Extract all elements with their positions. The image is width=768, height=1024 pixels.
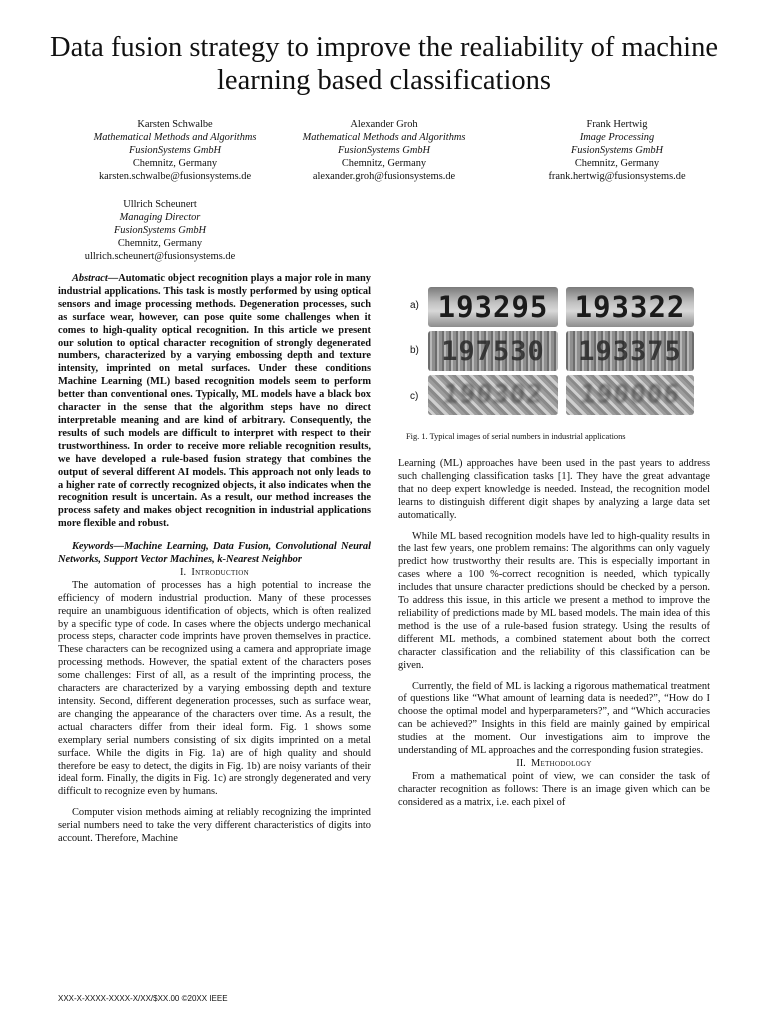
keywords-text: —Machine Learning, Data Fusion, Convolutional Neural Networks, Support Vector Machines, k-Nearest Neighbor: [58, 541, 371, 566]
section-heading-introduction: I. Introduction: [180, 566, 249, 578]
author-email: frank.hertwig@fusionsystems.de: [548, 171, 686, 182]
paragraph: The automation of processes has a high potential to increase the efficiency of modern industrial production. Many of these processes require an unambiguous identification of objects, which is often realized by a specific type of code. In cases where the objects undergo mechanical process steps, character code imprints have proven themselves in practice. These characters can be recognized using a camera and appropriate image processing methods. However, the spatial extent of the characters poses some challenges: First of all, as a result of the imprinting process, the characters are characterized by a varying embossing depth and texture intensity. Second, different degeneration processes, such as surface wear, are changing the appearance of the characters over time. As a result, the actual characters differ from their ideal form. Fig. 1 shows some exemplary serial numbers consisting of six digits imprinted on a metal surface. While the digits in Fig. 1a) are of high quality and should therefore be easy to detect, the digits in Fig. 1b) are noisy variants of their ideal form. Finally, the digits in Fig. 1c) are strongly degenerated and very difficult to recognize even by humans.: [58, 579, 371, 798]
serial-number-image: 190006: [566, 375, 694, 415]
copyright-footer: XXX-X-XXXX-XXXX-X/XX/$XX.00 ©20XX IEEE: [58, 994, 228, 1003]
figure-row-label: b): [410, 345, 419, 356]
author-role: Managing Director: [119, 212, 201, 223]
author-role: Mathematical Methods and Algorithms: [93, 132, 257, 143]
author-name: Ullrich Scheunert: [123, 199, 197, 210]
figure-1: [398, 283, 728, 418]
abstract-label: Abstract: [72, 273, 108, 284]
serial-number-image: 193322: [566, 287, 694, 327]
author-org: FusionSystems GmbH: [570, 145, 664, 156]
author-email: alexander.groh@fusionsystems.de: [312, 171, 456, 182]
serial-number-image: 190302: [428, 375, 558, 415]
author-role: Image Processing: [579, 132, 655, 143]
author-city: Chemnitz, Germany: [341, 158, 427, 169]
author-email: ullrich.scheunert@fusionsystems.de: [84, 251, 236, 262]
figure-row-label: c): [410, 391, 419, 402]
author-city: Chemnitz, Germany: [132, 158, 218, 169]
abstract-text: —Automatic object recognition plays a major role in many industrial applications. This task is mostly performed by using optical sensors and image processing methods. Degeneration processes, such as surface wear, however, can pose quite some challenges when it comes to high-quality optical recognition. In this article we present our solution to optical character recognition of strongly degenerated numbers, characterized by a varying embossing depth and texture intensity, imprinted on metal surfaces. Under these conditions Machine Learning (ML) based recognition models seem to perform better than conventional ones. Typically, ML models have a black box character in the sense that the algorithm steps have no direct interpretable meaning and are kind of arbitrary. Consequently, the results of such models are difficult to interpret with respect to their trustworthiness. In order to receive more reliable recognition results, we have developed a rule-based fusion strategy that combines the output of several different AI models. This approach not only leads to a higher rate of correctly recognized objects, it also indicates when the recognition result is uncertain. As a result, our method increases the process safety and makes object recognition in industrial applications more flexible and robust.: [58, 273, 371, 530]
author-role: Mathematical Methods and Algorithms: [302, 132, 466, 143]
figure-row-label: a): [410, 300, 419, 311]
author-name: Karsten Schwalbe: [137, 119, 213, 130]
author-org: FusionSystems GmbH: [337, 145, 431, 156]
author-block: [60, 118, 290, 183]
author-block: [269, 118, 499, 183]
author-block: [502, 118, 732, 183]
paragraph: From a mathematical point of view, we can consider the task of character recognition as follows: There is an image given which can be considered as a matrix, i.e. each pixel of: [398, 770, 710, 808]
author-name: Frank Hertwig: [586, 119, 648, 130]
author-name: Alexander Groh: [350, 119, 418, 130]
paragraph: Currently, the field of ML is lacking a rigorous mathematical treatment of questions like “What amount of learning data is needed?”, “How do I choose the optimal model and hyperparameters?”, and “Which accuracies can be achieved?” Insights in this field are mainly gained by empirical studies at the moment. Our investigations aim to improve the understanding of ML approaches and the corresponding fusion strategies.: [398, 680, 710, 757]
paragraph: While ML based recognition models have led to high-quality results in the last few years, one problem remains: The algorithms can only vaguely predict how trustworthy their results are. This is especially important in cases where a 100 %-correct recognition is needed, which typically includes that unsure character predictions should be checked by a person. To address this issue, in this article we present a method to improve the reliability of predictions made by ML based models. The main idea of this method is the use of a rule-based fusion strategy. Using the results of different ML methods, a combined statement about both the correct character classification and the reliability of this classification can be given.: [398, 530, 710, 671]
keywords-label: Keywords: [72, 541, 114, 553]
serial-number-image: 193295: [428, 287, 558, 327]
serial-number-image: 193375: [566, 331, 694, 371]
paragraph: Computer vision methods aiming at reliably recognizing the imprinted serial numbers need to take the very different characteristics of digits into account. Therefore, Machine: [58, 807, 371, 845]
author-city: Chemnitz, Germany: [574, 158, 660, 169]
figure-caption: Fig. 1. Typical images of serial numbers in industrial applications: [406, 432, 626, 441]
author-org: FusionSystems GmbH: [113, 225, 207, 236]
author-city: Chemnitz, Germany: [117, 238, 203, 249]
right-column: [398, 458, 710, 810]
author-email: karsten.schwalbe@fusionsystems.de: [98, 171, 252, 182]
paper-title: Data fusion strategy to improve the realiability of machine learning based classifications: [50, 32, 718, 96]
serial-number-image: 197530: [428, 331, 558, 371]
author-org: FusionSystems GmbH: [128, 145, 222, 156]
keywords: [58, 541, 371, 567]
author-block: [45, 198, 275, 263]
paragraph: Learning (ML) approaches have been used in the past years to address such challenging classification tasks [1]. They have the great advantage that no deep expert knowledge is needed. Instead, the recognition model learns to distinguish different digit shapes by analyzing a large data set automatically.: [398, 458, 710, 521]
left-column: [58, 273, 371, 846]
abstract: [58, 273, 371, 531]
section-heading-methodology: II. Methodology: [516, 757, 592, 769]
